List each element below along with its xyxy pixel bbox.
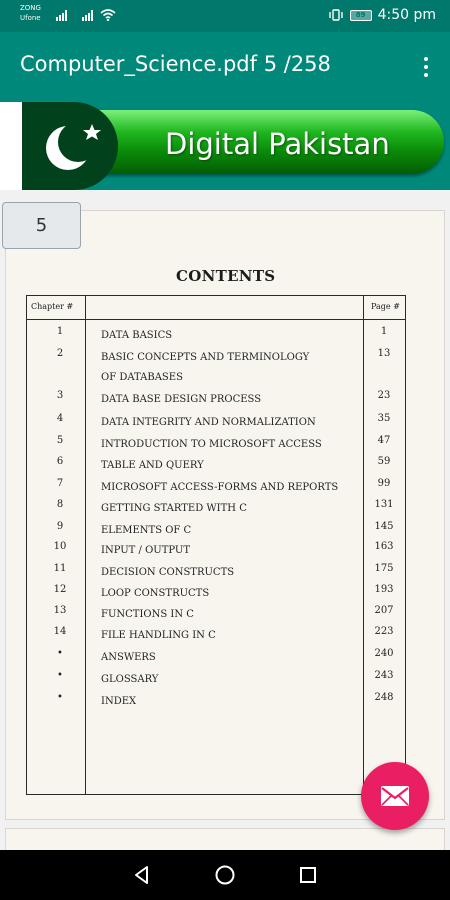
toc-table: Chapter # Page # 1 DATA BASICS 1 2 BASIC CONCEPTS AND TERMINOLOGY OF DATABASES 13 3 DATA BASE DESIGN PROCESS 23 4 DATA INTEGRITY AND NORMALIZATION 35 5 INTRODUCTION TO MICROSOFT ACCESS 47 6 TABLE AND QUERY 59 7 MICROSOFT ACCESS-FORMS AND REPORTS 99 8 GETTING STARTED WITH C 131 9 ELEMENTS OF C 145 10 INPUT / OUTPUT 163 11 DECISION CONSTRUCTS 175 12 LOOP CONSTRUCTS 193 13 FUNCTIONS IN C 207 14 FILE HANDLING IN C 223 • ANSWERS 240 • GLOSSARY 243 • INDEX 248	[26, 295, 406, 795]
back-triangle-icon[interactable]	[127, 860, 157, 890]
header-page: Page #	[371, 302, 400, 311]
system-nav-bar	[0, 850, 450, 900]
document-title: Computer_Science.pdf 5 /258	[20, 52, 331, 76]
more-vert-icon[interactable]	[416, 52, 436, 82]
carrier-2: Ufone	[20, 14, 41, 22]
email-fab-button[interactable]	[361, 762, 429, 830]
banner	[0, 102, 450, 190]
vibrate-icon	[328, 9, 344, 21]
toc-header	[27, 296, 405, 320]
app-bar	[0, 32, 450, 102]
status-right	[328, 7, 436, 23]
carrier-names	[20, 3, 41, 23]
battery-icon: 89	[350, 10, 372, 21]
header-chapter: Chapter #	[31, 302, 74, 311]
signal-icon-2	[82, 9, 96, 21]
carrier-1: ZONG	[20, 4, 41, 12]
pakistan-flag-icon	[0, 102, 118, 190]
contents-heading: CONTENTS	[176, 267, 276, 285]
email-icon	[380, 785, 410, 807]
crescent-star-icon	[0, 102, 118, 190]
wifi-icon	[100, 9, 116, 21]
recents-square-icon[interactable]	[293, 860, 323, 890]
page-indicator[interactable]: 5	[2, 202, 81, 249]
pdf-page[interactable]	[5, 210, 445, 820]
status-time: 4:50 pm	[377, 7, 436, 23]
banner-text: Digital Pakistan	[165, 127, 390, 161]
signal-icon	[56, 9, 70, 21]
status-bar	[0, 0, 450, 32]
pdf-viewer[interactable]	[0, 190, 450, 850]
home-circle-icon[interactable]	[210, 860, 240, 890]
